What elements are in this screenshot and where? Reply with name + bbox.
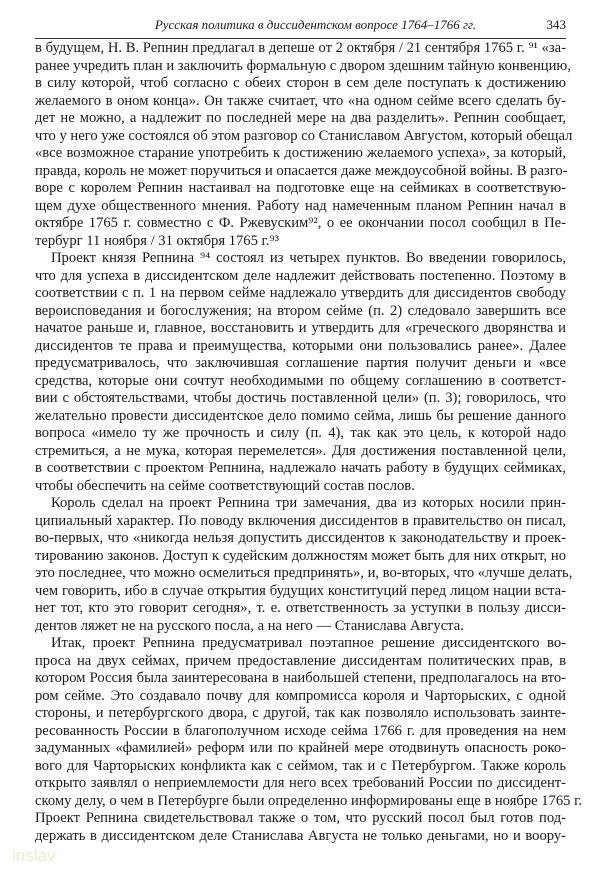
text-line: проса на двух сеймах, причем предоставление диссидентам политических прав, в (35, 652, 566, 669)
text-line: средства, которые они сочтут необходимыми по общему соглашению в соответст- (35, 372, 566, 389)
text-line: во-первых, что «никогда нельзя допустить диссидентов к законодательству и проек- (35, 530, 566, 546)
text-line: в соответствии с проектом Репнина, надлежало начать работу в будущих сеймиках, (35, 460, 566, 476)
paragraph (35, 40, 573, 250)
paragraph (35, 250, 566, 495)
text-line: чем говорить, ибо в случае открытия будущих конституций перед лицом нации вста- (35, 582, 566, 599)
text-line: держать в диссидентском деле Станислава Августа не только деньгами, но и воору- (35, 827, 566, 844)
text-line: тированию законов. Доступ к судейским должностям может быть для них открыт, но (35, 547, 566, 564)
body-text (35, 40, 583, 845)
text-line: скому делу, о чем в Петербурге были определенно информированы еще в ноябре 1765 г. (35, 792, 583, 809)
text-line: октябре 1765 г. совместно с Ф. Ржевуским⁹², о ее окончании посол сообщил в Пе- (35, 215, 566, 231)
text-line: начатое раньше и, главное, восстановить и утвердить для «греческого дворянства и (35, 320, 566, 336)
text-line: стремиться, а не мука, которая перемелется». Для достижения поставленной цели, (35, 442, 566, 459)
text-line: в силу которой, чтоб согласно с обеих сторон в сем деле поступать к достижению (35, 75, 566, 91)
text-line: правда, король не может поручиться и опасается даже междоусобной войны. В разго- (35, 162, 568, 179)
paragraph (35, 495, 573, 635)
header-rule (35, 38, 566, 39)
text-line: в будущем, Н. В. Репнин предлагал в депеше от 2 октября / 21 сентября 1765 г. ⁹¹ «за- (35, 40, 566, 56)
text-line: вии с обстоятельствами, чтобы достичь поставленной цели» (п. 3); говорилось, что (35, 390, 566, 406)
running-title: Русская политика в диссидентском вопросе 1764–1766 гг. (154, 17, 477, 32)
text-line: вого для Чарторыских конфликта как с сеймом, так и с Петербургом. Также король (35, 757, 566, 774)
text-line: что для успеха в диссидентском деле надлежит действовать постепенно. Поэтому в (35, 267, 566, 284)
text-line: желаемого в оном конца». Он также считает, что «на одном сейме всего сделать бу- (35, 92, 566, 109)
text-line: вопроса «имело ту же прочность и силу (п. 4), так как это цель, к которой надо (35, 425, 566, 441)
text-line: задуманных «фамилией» реформ или по крайней мере отодвинуть опасность роко- (35, 740, 566, 756)
page-number: 343 (546, 17, 566, 32)
text-line: ресованность России в благополучном исходе сейма 1766 г. для проведения на нем (35, 722, 566, 739)
text-line: это последнее, что можно осмелиться предпринять», и, во-вторых, что «лучше делать, (35, 565, 573, 581)
text-line: диссидентов те права и преимущества, которыми они пользовались ранее». Далее (35, 337, 566, 354)
text-line: нет тот, кто это говорит сегодня», т. е. ответственность за уступки в пользу дисси- (35, 600, 566, 616)
text-line: стороны, и петербургского двора, с другой, так как позволяло использовать заинте- (35, 705, 566, 721)
text-line: желательно провести диссидентское дело помимо сейма, лишь бы решение данного (35, 407, 566, 424)
text-line: дет не можно, а надлежит по последней мере на два разделить». Репнин сообщает, (35, 110, 566, 126)
text-line: дентов ляжет не на русского посла, а на него — Станислава Августа. (35, 617, 464, 634)
text-line: соответствии с п. 1 на первом сейме надлежало утвердить для диссидентов свободу (35, 285, 566, 301)
paragraph (35, 635, 583, 845)
text-line: чтобы обеспечить на сейме соответствующий состав послов. (35, 477, 415, 494)
watermark: inslav (12, 846, 56, 865)
text-line: Итак, проект Репнина предусматривал поэтапное решение диссидентского во- (51, 635, 566, 651)
text-line: открыто заявлял о неприемлемости для него всех требований России по диссидент- (35, 775, 566, 791)
text-line: ром сейме. Это создавало почву для компромисса короля и Чарторыских, с одной (35, 687, 566, 704)
text-line: ранее учредить план и заключить формальную с двором здешним тайную конвенцию, (35, 57, 571, 74)
text-line: вероисповедания и богослужения; на втором сейме (п. 2) следовало завершить все (35, 302, 566, 319)
text-line: котором Россия была заинтересована в наибольшей степени, предполагалось на вто- (35, 670, 566, 686)
text-line: тербург 11 ноября / 31 октября 1765 г.⁹³ (35, 232, 279, 249)
text-line: Проект князя Репнина ⁹⁴ состоял из четырех пунктов. Во введении говорилось, (51, 250, 566, 266)
text-line: «все возможное старание употребить к достижению желаемого успеха», за который, (35, 145, 566, 161)
text-line: предусматривалось, что заключившая соглашение партия получит деньги и «все (35, 355, 566, 371)
text-line: воре с королем Репнин настаивал на подготовке еще на сеймиках в соответствую- (35, 180, 566, 196)
text-line: Проект Репнина свидетельствовал также о том, что русский посол был готов под- (35, 810, 566, 826)
text-line: что у него уже состоялся об этом разговор со Станиславом Августом, который обещал (35, 127, 573, 144)
text-line: щем духе общественного мнения. Работу над намеченным планом Репнин начал в (35, 197, 566, 214)
running-header (35, 17, 566, 37)
text-line: ципиальный характер. По поводу включения диссидентов в правительство он писал, (35, 512, 566, 529)
text-line: Король сделал на проект Репнина три замечания, два из которых носили прин- (51, 495, 566, 511)
